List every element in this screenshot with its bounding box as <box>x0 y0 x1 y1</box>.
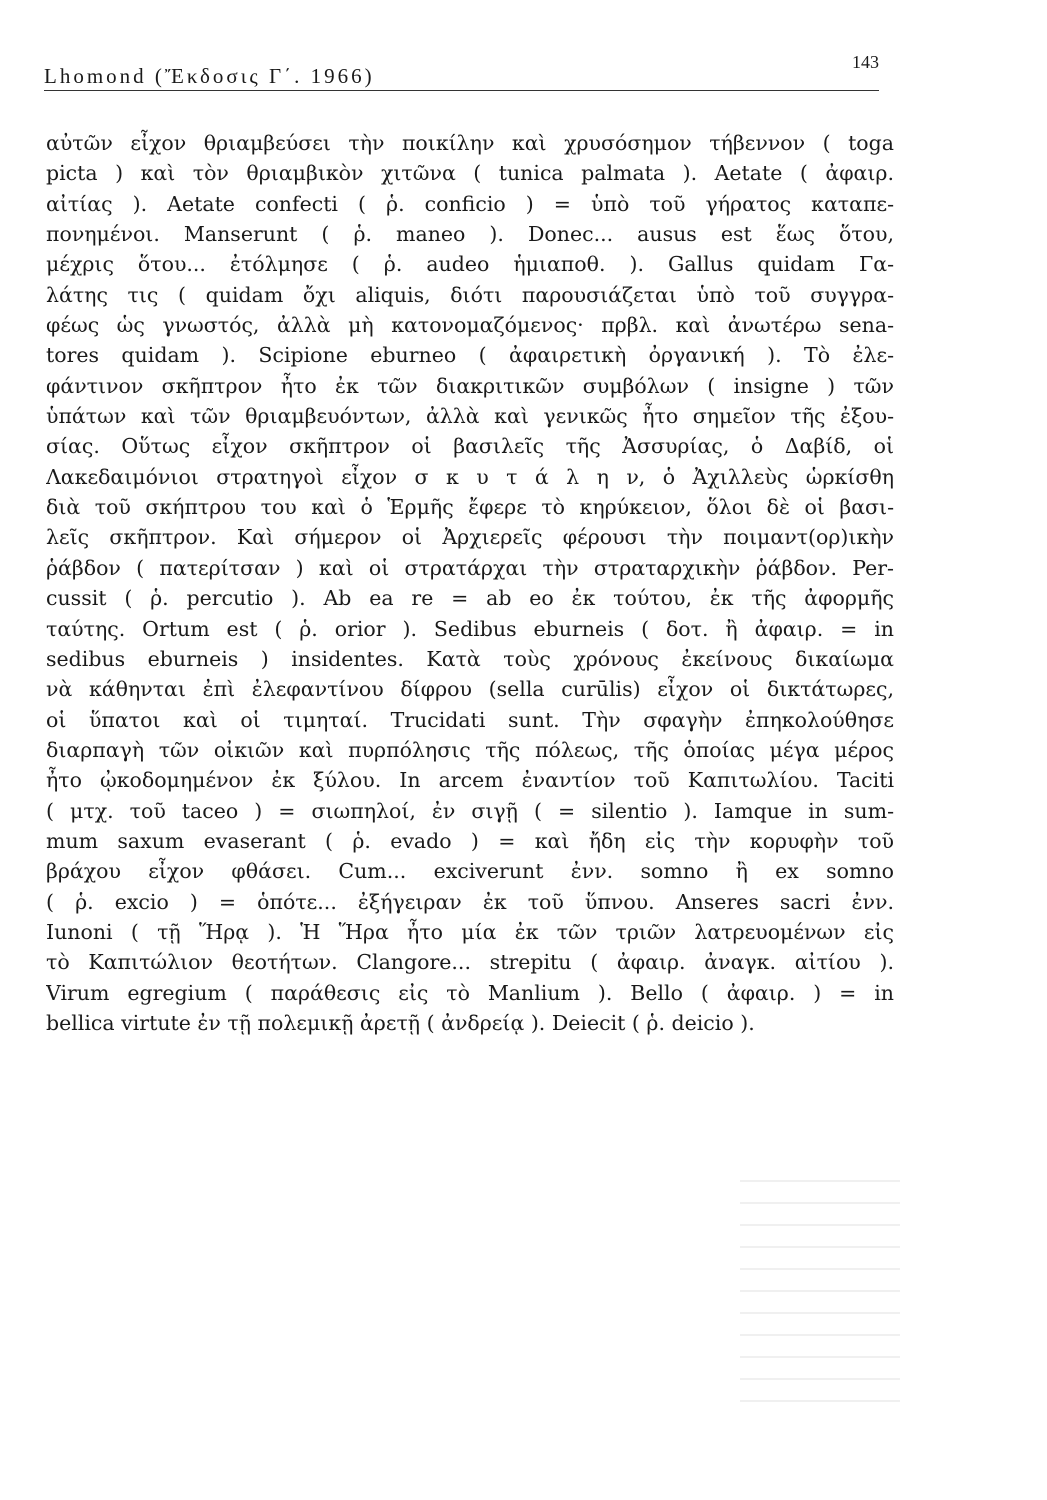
text-line: ( ῥ. excio ) = ὁπότε... ἐξήγειραν ἐκ τοῦ ὕπνου. Anseres sacri ἐνν. <box>46 889 894 914</box>
text-line: mum saxum evaserant ( ῥ. evado ) = καὶ ἤδη εἰς τὴν κορυφὴν τοῦ <box>46 828 894 853</box>
text-line: ταύτης. Ortum est ( ῥ. orior ). Sedibus eburneis ( δοτ. ἢ ἀφαιρ. = in <box>46 616 894 641</box>
text-line: σίας. Οὕτως εἶχον σκῆπτρον οἱ βασιλεῖς τῆς Ἀσσυρίας, ὁ Δαβίδ, οἱ <box>46 434 894 459</box>
header-rule <box>44 90 879 91</box>
text-line: Iunoni ( τῇ Ἥρᾳ ). Ἡ Ἥρα ἦτο μία ἐκ τῶν τριῶν λατρευομένων εἰς <box>46 919 894 944</box>
text-line: bellica virtute ἐν τῇ πολεμικῇ ἀρετῇ ( ἀνδρείᾳ ). Deiecit ( ῥ. deicio ). <box>46 1010 755 1035</box>
text-line: ( μτχ. τοῦ taceo ) = σιωπηλοί, ἐν σιγῇ ( = silentio ). Iamque in sum- <box>46 798 894 823</box>
running-head <box>44 52 879 94</box>
text-line: πονημένοι. Manserunt ( ῥ. maneo ). Donec... ausus est ἕως ὅτου, <box>46 222 894 247</box>
running-title: Lhomond (Ἔκδοσις Γ΄. 1966) <box>44 64 375 88</box>
text-line: tores quidam ). Scipione eburneo ( ἀφαιρετικὴ ὀργανική ). Τὸ ἐλε- <box>46 343 894 368</box>
text-line: νὰ κάθηνται ἐπὶ ἐλεφαντίνου δίφρου (sella curūlis) εἶχον οἱ δικτάτωρες, <box>46 677 894 702</box>
text-line: λεῖς σκῆπτρον. Καὶ σήμερον οἱ Ἀρχιερεῖς φέρουσι τὴν ποιμαντ(ορ)ικὴν <box>46 525 894 550</box>
commentary-text <box>46 128 894 1038</box>
text-line: sedibus eburneis ) insidentes. Κατὰ τοὺς χρόνους ἐκείνους δικαίωμα <box>46 646 894 671</box>
text-line: picta ) καὶ τὸν θριαμβικὸν χιτῶνα ( tunica palmata ). Aetate ( ἀφαιρ. <box>46 161 894 186</box>
text-line: λάτης τις ( quidam ὄχι aliquis, διότι παρουσιάζεται ὑπὸ τοῦ συγγρα- <box>46 282 894 307</box>
text-line: Λακεδαιμόνιοι στρατηγοὶ εἶχον σ κ υ τ ά λ η ν, ὁ Ἀχιλλεὺς ὡρκίσθη <box>46 464 894 489</box>
text-line: ῥάβδον ( πατερίτσαν ) καὶ οἱ στρατάρχαι τὴν στραταρχικὴν ῥάβδον. Per- <box>46 555 894 580</box>
show-through-texture <box>740 1180 900 1410</box>
text-line: βράχου εἶχον φθάσει. Cum... exciverunt ἐνν. somno ἢ ex somno <box>46 859 894 884</box>
text-line: τὸ Καπιτώλιον θεοτήτων. Clangore... strepitu ( ἀφαιρ. ἀναγκ. αἰτίου ). <box>46 950 894 975</box>
text-line: Virum egregium ( παράθεσις εἰς τὸ Manlium ). Bello ( ἀφαιρ. ) = in <box>46 980 894 1005</box>
text-line: διὰ τοῦ σκήπτρου του καὶ ὁ Ἑρμῆς ἔφερε τὸ κηρύκειον, ὅλοι δὲ οἱ βασι- <box>46 495 894 520</box>
text-line: μέχρις ὅτου... ἐτόλμησε ( ῥ. audeo ἡμιαποθ. ). Gallus quidam Γα- <box>46 252 894 277</box>
text-line: αὐτῶν εἶχον θριαμβεύσει τὴν ποικίλην καὶ χρυσόσημον τήβεννον ( toga <box>46 131 894 155</box>
text-line: αἰτίας ). Aetate confecti ( ῥ. conficio ) = ὑπὸ τοῦ γήρατος καταπε- <box>46 191 894 216</box>
text-line: φέως ὡς γνωστός, ἀλλὰ μὴ κατονομαζόμενος· πρβλ. καὶ ἀνωτέρω sena- <box>46 313 894 338</box>
text-line: ὑπάτων καὶ τῶν θριαμβευόντων, ἀλλὰ καὶ γενικῶς ἦτο σημεῖον τῆς ἐξου- <box>46 404 894 429</box>
page-number: 143 <box>852 52 879 72</box>
text-line: cussit ( ῥ. percutio ). Ab ea re = ab eo ἐκ τούτου, ἐκ τῆς ἀφορμῆς <box>46 586 894 611</box>
text-line: οἱ ὕπατοι καὶ οἱ τιμηταί. Trucidati sunt. Τὴν σφαγὴν ἐπηκολούθησε <box>46 707 894 732</box>
text-line: διαρπαγὴ τῶν οἰκιῶν καὶ πυρπόλησις τῆς πόλεως, τῆς ὁποίας μέγα μέρος <box>46 737 894 762</box>
text-line: φάντινον σκῆπτρον ἦτο ἐκ τῶν διακριτικῶν συμβόλων ( insigne ) τῶν <box>46 373 894 398</box>
text-line: ἦτο ᾠκοδομημένον ἐκ ξύλου. In arcem ἐναντίον τοῦ Καπιτωλίου. Taciti <box>46 768 894 793</box>
